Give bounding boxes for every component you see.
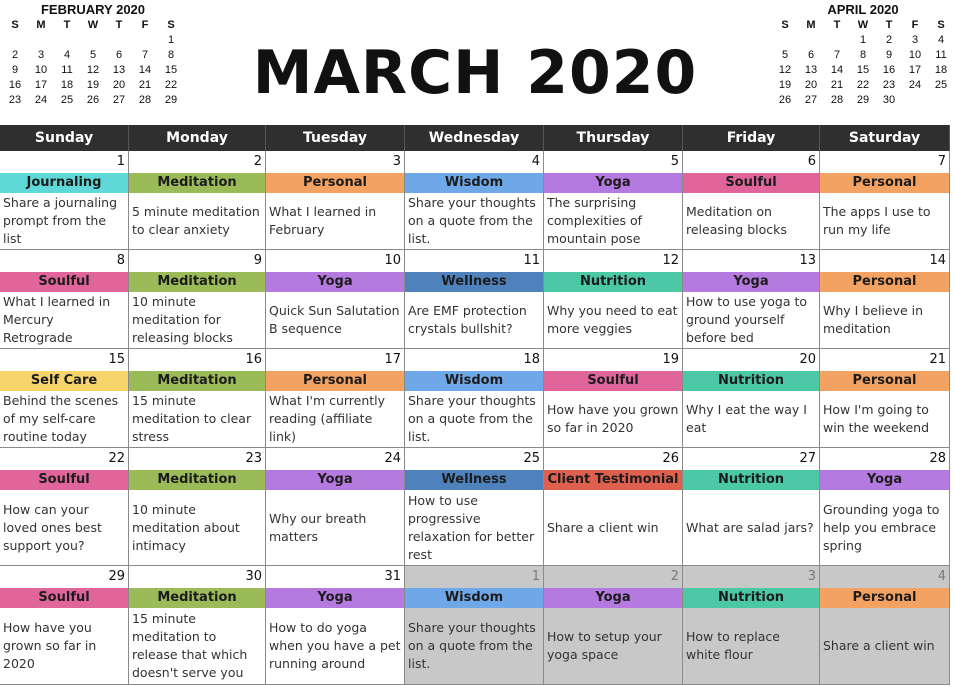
weekday-label-wednesday: Wednesday <box>405 125 544 151</box>
post-idea-text <box>0 193 128 249</box>
mini-day: 13 <box>112 64 126 76</box>
mini-day: 30 <box>882 94 896 106</box>
mini-day: 3 <box>37 49 45 61</box>
calendar-week-row <box>0 566 950 685</box>
mini-day: 1 <box>167 34 175 46</box>
mini-day: 14 <box>830 64 844 76</box>
mini-calendar-february <box>2 2 184 108</box>
calendar-weeks <box>0 151 950 685</box>
post-idea-text <box>683 292 819 348</box>
mini-weekday-label: M <box>806 19 816 31</box>
category-label: Soulful <box>0 470 128 490</box>
post-idea-text <box>820 193 949 249</box>
post-idea-text-content: What are salad jars? <box>686 519 814 535</box>
mini-day <box>132 33 158 48</box>
post-idea-text-content: The apps I use to run my life <box>823 204 931 237</box>
mini-day: 12 <box>778 64 792 76</box>
weekday-label-thursday: Thursday <box>544 125 683 151</box>
mini-day: 26 <box>778 94 792 106</box>
post-idea-text <box>405 391 543 447</box>
mini-day: 13 <box>804 64 818 76</box>
day-number: 30 <box>245 569 262 584</box>
mini-day: 6 <box>807 49 815 61</box>
category-label: Personal <box>266 173 404 193</box>
post-idea-text <box>129 292 265 348</box>
mini-day: 23 <box>8 94 22 106</box>
day-number: 13 <box>799 253 816 268</box>
mini-day: 14 <box>138 64 152 76</box>
day-cell[interactable] <box>683 151 820 249</box>
post-idea-text-content: How to do yoga when you have a pet running around <box>269 620 401 671</box>
post-idea-text <box>266 292 404 348</box>
day-cell[interactable] <box>266 566 405 684</box>
mini-day: 17 <box>34 79 48 91</box>
mini-day: 19 <box>86 79 100 91</box>
mini-day <box>824 33 850 48</box>
day-cell[interactable] <box>820 566 950 684</box>
day-number: 17 <box>384 352 401 367</box>
mini-day: 27 <box>804 94 818 106</box>
post-idea-text <box>683 391 819 447</box>
mini-day <box>106 33 132 48</box>
day-number: 18 <box>523 352 540 367</box>
category-label: Self Care <box>0 371 128 391</box>
mini-calendar-title: FEBRUARY 2020 <box>40 2 146 17</box>
mini-day: 21 <box>830 79 844 91</box>
post-idea-text <box>129 490 265 565</box>
category-label: Personal <box>820 588 949 608</box>
mini-day: 23 <box>882 79 896 91</box>
mini-day: 1 <box>859 34 867 46</box>
day-cell[interactable] <box>683 250 820 348</box>
month-calendar <box>0 125 950 685</box>
mini-weekday-label: S <box>11 19 19 31</box>
day-number: 29 <box>108 569 125 584</box>
day-cell[interactable] <box>129 250 266 348</box>
day-number: 8 <box>116 253 125 268</box>
mini-day: 18 <box>60 79 74 91</box>
mini-calendar-days <box>772 33 953 108</box>
post-idea-text-content: How to use progressive relaxation for better rest <box>408 492 535 562</box>
day-number: 1 <box>531 569 540 584</box>
mini-day <box>80 33 106 48</box>
post-idea-text-content: Behind the scenes of my self-care routine today <box>3 393 119 444</box>
post-idea-text <box>683 193 819 249</box>
mini-day: 25 <box>934 79 948 91</box>
category-label: Soulful <box>0 272 128 292</box>
day-cell[interactable] <box>405 566 544 684</box>
category-label: Journaling <box>0 173 128 193</box>
day-cell[interactable] <box>266 250 405 348</box>
mini-day: 22 <box>856 79 870 91</box>
mini-day <box>28 33 54 48</box>
day-cell[interactable] <box>820 151 950 249</box>
weekday-label-friday: Friday <box>683 125 820 151</box>
mini-day: 4 <box>937 34 945 46</box>
category-label: Yoga <box>266 272 404 292</box>
day-cell[interactable] <box>820 250 950 348</box>
category-label: Nutrition <box>544 272 682 292</box>
day-cell[interactable] <box>683 448 820 565</box>
category-label: Wisdom <box>405 588 543 608</box>
category-label: Yoga <box>544 173 682 193</box>
day-number: 4 <box>531 154 540 169</box>
mini-day: 24 <box>908 79 922 91</box>
post-idea-text-content: Share your thoughts on a quote from the list. <box>408 393 536 444</box>
post-idea-text <box>129 193 265 249</box>
mini-day: 20 <box>112 79 126 91</box>
day-cell[interactable] <box>0 250 129 348</box>
mini-day: 12 <box>86 64 100 76</box>
day-number: 10 <box>384 253 401 268</box>
day-cell[interactable] <box>266 448 405 565</box>
mini-day: 26 <box>86 94 100 106</box>
day-cell[interactable] <box>544 448 683 565</box>
day-cell[interactable] <box>129 448 266 565</box>
mini-day: 7 <box>141 49 149 61</box>
category-label: Meditation <box>129 371 265 391</box>
post-idea-text <box>405 490 543 565</box>
day-number: 2 <box>253 154 262 169</box>
post-idea-text-content: What I learned in Mercury Retrograde <box>3 294 111 345</box>
category-label: Soulful <box>0 588 128 608</box>
post-idea-text <box>129 608 265 684</box>
mini-day: 11 <box>935 49 947 61</box>
post-idea-text <box>683 490 819 565</box>
category-label: Yoga <box>266 470 404 490</box>
mini-day <box>772 33 798 48</box>
mini-day <box>54 33 80 48</box>
mini-day: 16 <box>8 79 22 91</box>
mini-day: 10 <box>34 64 48 76</box>
mini-day: 9 <box>11 64 19 76</box>
category-label: Soulful <box>544 371 682 391</box>
mini-day: 27 <box>112 94 126 106</box>
mini-weekday-label: T <box>833 19 841 31</box>
post-idea-text-content: 10 minute meditation about intimacy <box>132 501 240 553</box>
day-number: 19 <box>662 352 679 367</box>
mini-day: 15 <box>164 64 178 76</box>
category-label: Nutrition <box>683 470 819 490</box>
mini-calendar-weekdays <box>2 18 184 33</box>
mini-day: 28 <box>138 94 152 106</box>
post-idea-text-content: What I learned in February <box>269 204 377 237</box>
mini-day: 29 <box>856 94 870 106</box>
category-label: Nutrition <box>683 371 819 391</box>
day-cell[interactable] <box>0 566 129 684</box>
category-label: Wisdom <box>405 173 543 193</box>
post-idea-text <box>544 490 682 565</box>
post-idea-text <box>0 391 128 447</box>
category-label: Yoga <box>544 588 682 608</box>
day-number: 28 <box>929 451 946 466</box>
day-number: 27 <box>799 451 816 466</box>
category-label: Wellness <box>405 272 543 292</box>
day-cell[interactable] <box>405 448 544 565</box>
post-idea-text <box>544 608 682 684</box>
mini-day: 15 <box>856 64 870 76</box>
calendar-week-row <box>0 448 950 566</box>
category-label: Meditation <box>129 470 265 490</box>
mini-weekday-label: T <box>885 19 893 31</box>
weekday-label-monday: Monday <box>129 125 266 151</box>
day-cell[interactable] <box>0 151 129 249</box>
day-cell[interactable] <box>544 250 683 348</box>
post-idea-text <box>544 391 682 447</box>
mini-day: 5 <box>781 49 789 61</box>
category-label: Soulful <box>683 173 819 193</box>
day-number: 24 <box>384 451 401 466</box>
mini-day: 11 <box>61 64 73 76</box>
day-cell[interactable] <box>266 151 405 249</box>
day-cell[interactable] <box>0 349 129 447</box>
day-cell[interactable] <box>266 349 405 447</box>
day-number: 23 <box>245 451 262 466</box>
calendar-week-row <box>0 151 950 250</box>
mini-day: 10 <box>908 49 922 61</box>
post-idea-text <box>266 391 404 447</box>
mini-day: 6 <box>115 49 123 61</box>
day-number: 15 <box>108 352 125 367</box>
post-idea-text <box>820 391 949 447</box>
day-number: 12 <box>662 253 679 268</box>
mini-day: 5 <box>89 49 97 61</box>
day-cell[interactable] <box>820 349 950 447</box>
day-number: 16 <box>245 352 262 367</box>
weekday-label-tuesday: Tuesday <box>266 125 405 151</box>
weekday-header <box>0 125 950 151</box>
day-cell[interactable] <box>683 349 820 447</box>
category-label: Yoga <box>683 272 819 292</box>
day-number: 3 <box>392 154 401 169</box>
mini-day: 4 <box>63 49 71 61</box>
post-idea-text <box>820 608 949 684</box>
post-idea-text-content: How have you grown so far in 2020 <box>3 620 97 671</box>
post-idea-text-content: How to use yoga to ground yourself before bed <box>686 294 808 345</box>
day-cell[interactable] <box>129 151 266 249</box>
day-cell[interactable] <box>820 448 950 565</box>
day-number: 7 <box>937 154 946 169</box>
day-cell[interactable] <box>544 349 683 447</box>
day-number: 11 <box>523 253 540 268</box>
mini-day: 8 <box>167 49 175 61</box>
mini-calendar-weekdays <box>772 18 953 33</box>
mini-day: 2 <box>885 34 893 46</box>
day-number: 25 <box>523 451 540 466</box>
day-cell[interactable] <box>544 566 683 684</box>
mini-weekday-label: T <box>115 19 123 31</box>
post-idea-text-content: 10 minute meditation for releasing blocks <box>132 294 233 345</box>
post-idea-text-content: Are EMF protection crystals bullshit? <box>408 303 527 336</box>
post-idea-text-content: Share a client win <box>547 519 659 535</box>
post-idea-text-content: How have you grown so far in 2020 <box>547 402 679 435</box>
post-idea-text-content: Quick Sun Salutation B sequence <box>269 303 400 336</box>
post-idea-text-content: What I'm currently reading (affiliate link) <box>269 393 386 444</box>
page-title: MARCH 2020 <box>252 38 698 108</box>
post-idea-text-content: How I'm going to win the weekend <box>823 402 930 435</box>
post-idea-text-content: Why I believe in meditation <box>823 303 924 336</box>
category-label: Nutrition <box>683 588 819 608</box>
mini-day: 17 <box>908 64 922 76</box>
day-cell[interactable] <box>683 566 820 684</box>
post-idea-text <box>544 292 682 348</box>
mini-weekday-label: F <box>911 19 919 31</box>
day-cell[interactable] <box>405 250 544 348</box>
mini-weekday-label: S <box>781 19 789 31</box>
post-idea-text-content: The surprising complexities of mountain pose <box>547 195 643 246</box>
post-idea-text-content: Meditation on releasing blocks <box>686 204 787 237</box>
post-idea-text-content: Why you need to eat more veggies <box>547 303 678 336</box>
mini-day: 18 <box>934 64 948 76</box>
post-idea-text-content: Why I eat the way I eat <box>686 402 807 435</box>
post-idea-text-content: 15 minute meditation to clear stress <box>132 393 252 444</box>
post-idea-text-content: Share your thoughts on a quote from the list. <box>408 195 536 246</box>
category-label: Yoga <box>266 588 404 608</box>
day-cell[interactable] <box>544 151 683 249</box>
post-idea-text <box>266 193 404 249</box>
day-cell[interactable] <box>129 566 266 684</box>
post-idea-text <box>0 490 128 565</box>
calendar-week-row <box>0 349 950 448</box>
post-idea-text <box>544 193 682 249</box>
weekday-label-saturday: Saturday <box>820 125 950 151</box>
post-idea-text <box>266 608 404 684</box>
post-idea-text-content: How to replace white flour <box>686 629 780 662</box>
category-label: Client Testimonial <box>544 470 682 490</box>
mini-weekday-label: W <box>87 19 99 31</box>
category-label: Personal <box>266 371 404 391</box>
day-cell[interactable] <box>0 448 129 565</box>
mini-day: 25 <box>60 94 74 106</box>
mini-weekday-label: F <box>141 19 149 31</box>
category-label: Wisdom <box>405 371 543 391</box>
day-cell[interactable] <box>405 349 544 447</box>
day-cell[interactable] <box>129 349 266 447</box>
day-number: 21 <box>929 352 946 367</box>
post-idea-text-content: Why our breath matters <box>269 510 367 544</box>
category-label: Personal <box>820 272 949 292</box>
post-idea-text <box>405 193 543 249</box>
post-idea-text-content: 5 minute meditation to clear anxiety <box>132 204 260 237</box>
day-number: 4 <box>937 569 946 584</box>
mini-day: 3 <box>911 34 919 46</box>
mini-calendar-title: APRIL 2020 <box>827 2 899 17</box>
post-idea-text <box>683 608 819 684</box>
mini-calendar-days <box>2 33 184 108</box>
post-idea-text <box>405 608 543 684</box>
day-number: 31 <box>384 569 401 584</box>
category-label: Meditation <box>129 588 265 608</box>
day-number: 9 <box>253 253 262 268</box>
category-label: Wellness <box>405 470 543 490</box>
post-idea-text-content: How to setup your yoga space <box>547 629 662 662</box>
day-cell[interactable] <box>405 151 544 249</box>
day-number: 1 <box>116 154 125 169</box>
mini-day: 21 <box>138 79 152 91</box>
day-number: 26 <box>662 451 679 466</box>
mini-day: 19 <box>778 79 792 91</box>
post-idea-text-content: Grounding yoga to help you embrace spring <box>823 501 940 553</box>
category-label: Personal <box>820 371 949 391</box>
mini-weekday-label: M <box>36 19 46 31</box>
day-number: 22 <box>108 451 125 466</box>
category-label: Yoga <box>820 470 949 490</box>
mini-day: 8 <box>859 49 867 61</box>
mini-weekday-label: S <box>167 19 175 31</box>
post-idea-text-content: 15 minute meditation to release that which doesn't serve you <box>132 611 248 680</box>
day-number: 14 <box>929 253 946 268</box>
mini-day: 20 <box>804 79 818 91</box>
post-idea-text-content: Share a client win <box>823 638 935 653</box>
post-idea-text <box>405 292 543 348</box>
post-idea-text <box>820 490 949 565</box>
calendar-week-row <box>0 250 950 349</box>
day-number: 5 <box>670 154 679 169</box>
mini-day: 16 <box>882 64 896 76</box>
category-label: Meditation <box>129 173 265 193</box>
category-label: Personal <box>820 173 949 193</box>
post-idea-text-content: Share a journaling prompt from the list <box>3 195 118 246</box>
mini-day: 29 <box>164 94 178 106</box>
weekday-label-sunday: Sunday <box>0 125 129 151</box>
mini-day: 24 <box>34 94 48 106</box>
post-idea-text <box>0 292 128 348</box>
mini-weekday-label: W <box>857 19 869 31</box>
mini-day: 22 <box>164 79 178 91</box>
mini-day: 9 <box>885 49 893 61</box>
mini-weekday-label: T <box>63 19 71 31</box>
day-number: 3 <box>807 569 816 584</box>
day-number: 2 <box>670 569 679 584</box>
mini-calendar-april <box>772 2 953 108</box>
mini-day: 2 <box>11 49 19 61</box>
mini-day: 28 <box>830 94 844 106</box>
post-idea-text <box>820 292 949 348</box>
post-idea-text <box>129 391 265 447</box>
day-number: 6 <box>807 154 816 169</box>
post-idea-text-content: Share your thoughts on a quote from the list. <box>408 620 536 671</box>
category-label: Meditation <box>129 272 265 292</box>
mini-day: 7 <box>833 49 841 61</box>
mini-weekday-label: S <box>937 19 945 31</box>
post-idea-text-content: How can your loved ones best support you? <box>3 501 102 553</box>
day-number: 20 <box>799 352 816 367</box>
mini-day <box>2 33 28 48</box>
mini-day <box>798 33 824 48</box>
post-idea-text <box>266 490 404 565</box>
post-idea-text <box>0 608 128 684</box>
